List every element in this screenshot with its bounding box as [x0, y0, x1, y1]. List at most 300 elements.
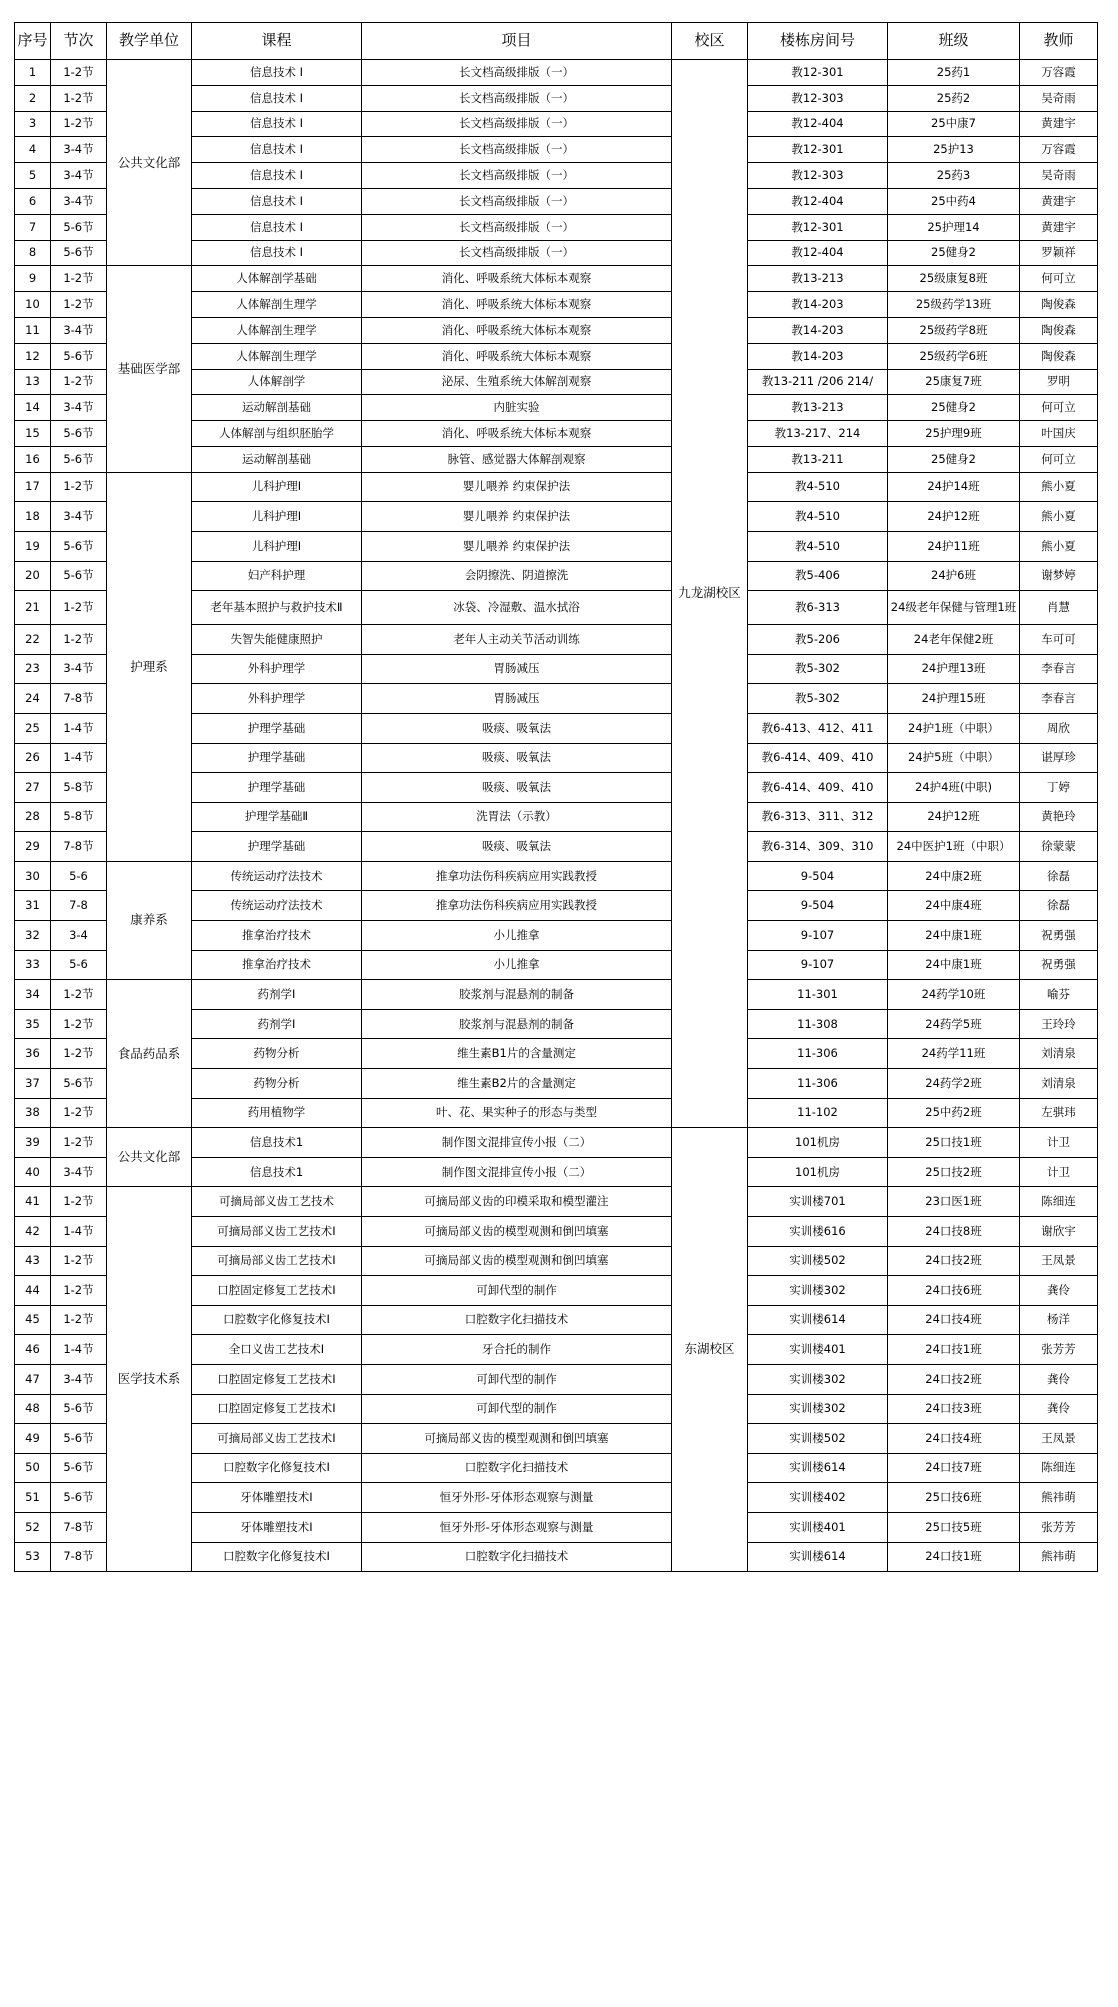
cell-seq: 23 [15, 654, 51, 684]
cell-seq: 51 [15, 1483, 51, 1513]
cell-room: 实训楼302 [748, 1276, 888, 1306]
cell-seq: 46 [15, 1335, 51, 1365]
cell-course: 儿科护理I [192, 531, 362, 561]
cell-project: 婴儿喂养 约束保护法 [362, 531, 672, 561]
cell-period: 3-4节 [51, 163, 107, 189]
cell-period: 5-6节 [51, 531, 107, 561]
cell-class: 24级老年保健与管理1班 [888, 591, 1020, 625]
cell-project: 长文档高级排版（一） [362, 137, 672, 163]
cell-project: 小儿推拿 [362, 950, 672, 980]
cell-seq: 4 [15, 137, 51, 163]
cell-project: 消化、呼吸系统大体标本观察 [362, 266, 672, 292]
cell-course: 口腔固定修复工艺技术I [192, 1276, 362, 1306]
cell-seq: 40 [15, 1157, 51, 1187]
cell-class: 25级药学8班 [888, 317, 1020, 343]
cell-room: 教12-301 [748, 137, 888, 163]
cell-period: 1-2节 [51, 1009, 107, 1039]
cell-seq: 19 [15, 531, 51, 561]
cell-class: 25级康复8班 [888, 266, 1020, 292]
cell-class: 24护理13班 [888, 654, 1020, 684]
cell-seq: 20 [15, 561, 51, 591]
cell-teacher: 陶俊森 [1020, 292, 1098, 318]
cell-teacher: 龚伶 [1020, 1364, 1098, 1394]
cell-teaching-unit: 公共文化部 [107, 60, 192, 266]
cell-seq: 27 [15, 773, 51, 803]
cell-room: 教6-414、409、410 [748, 773, 888, 803]
cell-course: 人体解剖学基础 [192, 266, 362, 292]
cell-room: 教6-313 [748, 591, 888, 625]
cell-course: 可摘局部义齿工艺技术I [192, 1246, 362, 1276]
cell-class: 24护5班（中职） [888, 743, 1020, 773]
cell-project: 长文档高级排版（一） [362, 163, 672, 189]
cell-class: 24口技4班 [888, 1424, 1020, 1454]
cell-seq: 36 [15, 1039, 51, 1069]
cell-period: 3-4节 [51, 654, 107, 684]
cell-campus: 东湖校区 [672, 1128, 748, 1572]
cell-seq: 37 [15, 1069, 51, 1099]
cell-room: 9-107 [748, 950, 888, 980]
cell-course: 外科护理学 [192, 654, 362, 684]
cell-class: 25级药学13班 [888, 292, 1020, 318]
cell-project: 消化、呼吸系统大体标本观察 [362, 317, 672, 343]
cell-course: 药物分析 [192, 1069, 362, 1099]
cell-course: 口腔固定修复工艺技术I [192, 1364, 362, 1394]
cell-course: 儿科护理I [192, 502, 362, 532]
cell-project: 婴儿喂养 约束保护法 [362, 472, 672, 502]
header-course: 课程 [192, 23, 362, 60]
cell-room: 实训楼701 [748, 1187, 888, 1217]
cell-room: 教14-203 [748, 292, 888, 318]
cell-project: 制作图文混排宣传小报（二） [362, 1157, 672, 1187]
header-class: 班级 [888, 23, 1020, 60]
cell-seq: 12 [15, 343, 51, 369]
cell-seq: 45 [15, 1305, 51, 1335]
cell-class: 24药学10班 [888, 980, 1020, 1010]
cell-seq: 28 [15, 802, 51, 832]
header-seq: 序号 [15, 23, 51, 60]
cell-period: 5-8节 [51, 773, 107, 803]
cell-room: 实训楼401 [748, 1512, 888, 1542]
cell-seq: 15 [15, 421, 51, 447]
cell-seq: 35 [15, 1009, 51, 1039]
table-row [15, 266, 1098, 292]
cell-teacher: 龚伶 [1020, 1276, 1098, 1306]
cell-room: 教4-510 [748, 472, 888, 502]
cell-teacher: 王玲玲 [1020, 1009, 1098, 1039]
cell-class: 25健身2 [888, 446, 1020, 472]
cell-teacher: 黄艳玲 [1020, 802, 1098, 832]
cell-room: 11-301 [748, 980, 888, 1010]
cell-period: 5-6节 [51, 561, 107, 591]
cell-class: 25健身2 [888, 240, 1020, 266]
cell-class: 25康复7班 [888, 369, 1020, 395]
cell-teacher: 李春言 [1020, 654, 1098, 684]
cell-room: 实训楼302 [748, 1394, 888, 1424]
cell-period: 3-4节 [51, 1157, 107, 1187]
cell-class: 24老年保健2班 [888, 625, 1020, 655]
cell-room: 11-306 [748, 1039, 888, 1069]
cell-seq: 50 [15, 1453, 51, 1483]
cell-teacher: 祝勇强 [1020, 950, 1098, 980]
cell-class: 24中康1班 [888, 921, 1020, 951]
cell-period: 3-4节 [51, 395, 107, 421]
cell-room: 9-504 [748, 861, 888, 891]
header-row [15, 23, 1098, 60]
cell-room: 教6-313、311、312 [748, 802, 888, 832]
cell-period: 1-2节 [51, 1305, 107, 1335]
cell-room: 101机房 [748, 1157, 888, 1187]
cell-seq: 34 [15, 980, 51, 1010]
cell-course: 信息技术 I [192, 60, 362, 86]
cell-course: 护理学基础Ⅱ [192, 802, 362, 832]
cell-period: 5-6节 [51, 1424, 107, 1454]
cell-course: 药剂学I [192, 1009, 362, 1039]
cell-period: 5-6节 [51, 1483, 107, 1513]
cell-seq: 33 [15, 950, 51, 980]
cell-class: 25中康7 [888, 111, 1020, 137]
cell-class: 25护理14 [888, 214, 1020, 240]
cell-period: 1-2节 [51, 60, 107, 86]
cell-room: 教6-413、412、411 [748, 713, 888, 743]
cell-period: 5-6 [51, 861, 107, 891]
header-campus: 校区 [672, 23, 748, 60]
cell-course: 护理学基础 [192, 713, 362, 743]
cell-class: 24药学11班 [888, 1039, 1020, 1069]
cell-seq: 30 [15, 861, 51, 891]
cell-teacher: 黄建宇 [1020, 214, 1098, 240]
cell-period: 1-4节 [51, 743, 107, 773]
cell-class: 24中医护1班（中职） [888, 832, 1020, 862]
cell-course: 外科护理学 [192, 684, 362, 714]
cell-project: 长文档高级排版（一） [362, 240, 672, 266]
cell-class: 24药学5班 [888, 1009, 1020, 1039]
cell-teacher: 何可立 [1020, 395, 1098, 421]
cell-room: 11-102 [748, 1098, 888, 1128]
cell-room: 教4-510 [748, 502, 888, 532]
cell-course: 信息技术1 [192, 1157, 362, 1187]
cell-course: 儿科护理I [192, 472, 362, 502]
cell-class: 24护12班 [888, 802, 1020, 832]
cell-seq: 47 [15, 1364, 51, 1394]
cell-teacher: 何可立 [1020, 446, 1098, 472]
cell-project: 会阴擦洗、阴道擦洗 [362, 561, 672, 591]
cell-teacher: 黄建宇 [1020, 188, 1098, 214]
cell-project: 胃肠减压 [362, 684, 672, 714]
cell-project: 可卸代型的制作 [362, 1364, 672, 1394]
cell-period: 3-4节 [51, 317, 107, 343]
cell-seq: 21 [15, 591, 51, 625]
cell-teacher: 周欣 [1020, 713, 1098, 743]
cell-room: 教12-301 [748, 60, 888, 86]
cell-course: 牙体雕塑技术I [192, 1512, 362, 1542]
cell-teacher: 徐蒙蒙 [1020, 832, 1098, 862]
cell-teacher: 喻芬 [1020, 980, 1098, 1010]
cell-room: 教12-303 [748, 85, 888, 111]
cell-class: 24护1班（中职） [888, 713, 1020, 743]
cell-seq: 13 [15, 369, 51, 395]
cell-seq: 3 [15, 111, 51, 137]
cell-teacher: 谢梦婷 [1020, 561, 1098, 591]
cell-room: 教13-211 [748, 446, 888, 472]
cell-seq: 17 [15, 472, 51, 502]
cell-room: 实训楼614 [748, 1542, 888, 1572]
cell-class: 25护理9班 [888, 421, 1020, 447]
cell-project: 恒牙外形-牙体形态观察与测量 [362, 1483, 672, 1513]
cell-class: 24口技2班 [888, 1364, 1020, 1394]
cell-period: 3-4节 [51, 1364, 107, 1394]
cell-room: 实训楼401 [748, 1335, 888, 1365]
cell-course: 口腔数字化修复技术I [192, 1305, 362, 1335]
cell-room: 教5-206 [748, 625, 888, 655]
cell-teacher: 谌厚珍 [1020, 743, 1098, 773]
cell-project: 内脏实验 [362, 395, 672, 421]
cell-room: 教13-213 [748, 395, 888, 421]
cell-course: 妇产科护理 [192, 561, 362, 591]
cell-period: 5-6节 [51, 421, 107, 447]
cell-period: 5-6节 [51, 1453, 107, 1483]
cell-seq: 24 [15, 684, 51, 714]
cell-period: 1-4节 [51, 1217, 107, 1247]
table-row [15, 472, 1098, 502]
cell-period: 5-6节 [51, 240, 107, 266]
cell-course: 人体解剖学 [192, 369, 362, 395]
cell-project: 维生素B2片的含量测定 [362, 1069, 672, 1099]
cell-room: 11-308 [748, 1009, 888, 1039]
cell-room: 实训楼302 [748, 1364, 888, 1394]
cell-teacher: 张芳芳 [1020, 1512, 1098, 1542]
cell-course: 信息技术 I [192, 111, 362, 137]
cell-project: 长文档高级排版（一） [362, 60, 672, 86]
cell-course: 信息技术 I [192, 214, 362, 240]
cell-teaching-unit: 医学技术系 [107, 1187, 192, 1572]
cell-seq: 9 [15, 266, 51, 292]
cell-class: 25药2 [888, 85, 1020, 111]
cell-class: 24护14班 [888, 472, 1020, 502]
cell-teacher: 罗明 [1020, 369, 1098, 395]
cell-class: 25口技1班 [888, 1128, 1020, 1158]
cell-period: 1-2节 [51, 1128, 107, 1158]
cell-teacher: 陈细连 [1020, 1187, 1098, 1217]
cell-period: 5-6 [51, 950, 107, 980]
cell-class: 25口技2班 [888, 1157, 1020, 1187]
cell-room: 实训楼614 [748, 1453, 888, 1483]
cell-course: 推拿治疗技术 [192, 921, 362, 951]
table-body [15, 60, 1098, 1572]
cell-seq: 11 [15, 317, 51, 343]
cell-room: 教12-404 [748, 240, 888, 266]
cell-class: 24护4班(中职) [888, 773, 1020, 803]
cell-period: 3-4 [51, 921, 107, 951]
cell-teacher: 徐磊 [1020, 891, 1098, 921]
cell-teaching-unit: 护理系 [107, 472, 192, 861]
cell-teacher: 左骐玮 [1020, 1098, 1098, 1128]
cell-course: 药剂学I [192, 980, 362, 1010]
cell-room: 101机房 [748, 1128, 888, 1158]
cell-project: 制作图文混排宣传小报（二） [362, 1128, 672, 1158]
cell-project: 冰袋、冷湿敷、温水拭浴 [362, 591, 672, 625]
cell-room: 实训楼402 [748, 1483, 888, 1513]
cell-course: 人体解剖与组织胚胎学 [192, 421, 362, 447]
table-row [15, 1187, 1098, 1217]
cell-class: 24口技1班 [888, 1335, 1020, 1365]
cell-project: 可卸代型的制作 [362, 1276, 672, 1306]
cell-teaching-unit: 食品药品系 [107, 980, 192, 1128]
cell-course: 牙体雕塑技术I [192, 1483, 362, 1513]
cell-project: 口腔数字化扫描技术 [362, 1542, 672, 1572]
cell-room: 实训楼614 [748, 1305, 888, 1335]
cell-period: 1-2节 [51, 369, 107, 395]
cell-course: 全口义齿工艺技术I [192, 1335, 362, 1365]
cell-seq: 31 [15, 891, 51, 921]
cell-period: 1-2节 [51, 1039, 107, 1069]
cell-period: 1-4节 [51, 713, 107, 743]
cell-seq: 16 [15, 446, 51, 472]
cell-course: 药物分析 [192, 1039, 362, 1069]
cell-class: 24护11班 [888, 531, 1020, 561]
cell-course: 信息技术 I [192, 137, 362, 163]
cell-project: 婴儿喂养 约束保护法 [362, 502, 672, 532]
cell-seq: 39 [15, 1128, 51, 1158]
cell-class: 24药学2班 [888, 1069, 1020, 1099]
cell-seq: 14 [15, 395, 51, 421]
cell-room: 11-306 [748, 1069, 888, 1099]
cell-room: 实训楼502 [748, 1246, 888, 1276]
cell-seq: 48 [15, 1394, 51, 1424]
header-project: 项目 [362, 23, 672, 60]
cell-room: 教14-203 [748, 317, 888, 343]
cell-teacher: 熊祎萌 [1020, 1483, 1098, 1513]
cell-period: 3-4节 [51, 188, 107, 214]
cell-teacher: 杨洋 [1020, 1305, 1098, 1335]
cell-course: 运动解剖基础 [192, 395, 362, 421]
cell-teacher: 刘清泉 [1020, 1069, 1098, 1099]
cell-project: 牙合托的制作 [362, 1335, 672, 1365]
cell-room: 教4-510 [748, 531, 888, 561]
cell-course: 口腔数字化修复技术I [192, 1453, 362, 1483]
cell-teacher: 熊小夏 [1020, 531, 1098, 561]
cell-teacher: 李春言 [1020, 684, 1098, 714]
cell-room: 9-504 [748, 891, 888, 921]
cell-project: 口腔数字化扫描技术 [362, 1305, 672, 1335]
cell-teacher: 熊小夏 [1020, 502, 1098, 532]
cell-teacher: 熊小夏 [1020, 472, 1098, 502]
cell-project: 长文档高级排版（一） [362, 85, 672, 111]
cell-course: 信息技术 I [192, 240, 362, 266]
cell-course: 人体解剖生理学 [192, 292, 362, 318]
cell-period: 1-2节 [51, 292, 107, 318]
cell-seq: 41 [15, 1187, 51, 1217]
cell-teacher: 计卫 [1020, 1157, 1098, 1187]
cell-class: 24口技3班 [888, 1394, 1020, 1424]
cell-room: 教12-301 [748, 214, 888, 240]
cell-teacher: 计卫 [1020, 1128, 1098, 1158]
cell-campus: 九龙湖校区 [672, 60, 748, 1128]
cell-class: 24护12班 [888, 502, 1020, 532]
cell-course: 传统运动疗法技术 [192, 861, 362, 891]
cell-teacher: 叶国庆 [1020, 421, 1098, 447]
cell-seq: 2 [15, 85, 51, 111]
cell-period: 1-2节 [51, 591, 107, 625]
cell-teacher: 熊祎萌 [1020, 1542, 1098, 1572]
cell-project: 长文档高级排版（一） [362, 214, 672, 240]
cell-class: 24口技1班 [888, 1542, 1020, 1572]
cell-class: 25药1 [888, 60, 1020, 86]
cell-course: 护理学基础 [192, 773, 362, 803]
cell-seq: 53 [15, 1542, 51, 1572]
cell-period: 1-2节 [51, 1098, 107, 1128]
cell-course: 老年基本照护与救护技术Ⅱ [192, 591, 362, 625]
cell-class: 25健身2 [888, 395, 1020, 421]
cell-teacher: 龚伶 [1020, 1394, 1098, 1424]
cell-period: 7-8 [51, 891, 107, 921]
cell-room: 实训楼502 [748, 1424, 888, 1454]
cell-seq: 22 [15, 625, 51, 655]
cell-class: 25级药学6班 [888, 343, 1020, 369]
cell-period: 7-8节 [51, 1542, 107, 1572]
table-row [15, 1128, 1098, 1158]
cell-seq: 52 [15, 1512, 51, 1542]
cell-project: 脉管、感觉器大体解剖观察 [362, 446, 672, 472]
cell-project: 胶浆剂与混悬剂的制备 [362, 980, 672, 1010]
cell-class: 25口技6班 [888, 1483, 1020, 1513]
cell-period: 5-6节 [51, 343, 107, 369]
cell-room: 教6-414、409、410 [748, 743, 888, 773]
cell-period: 7-8节 [51, 684, 107, 714]
cell-class: 25口技5班 [888, 1512, 1020, 1542]
lab-schedule-table [14, 22, 1098, 1572]
cell-project: 口腔数字化扫描技术 [362, 1453, 672, 1483]
cell-project: 可摘局部义齿的模型观测和倒凹填塞 [362, 1424, 672, 1454]
cell-course: 药用植物学 [192, 1098, 362, 1128]
cell-class: 23口医1班 [888, 1187, 1020, 1217]
cell-class: 25护13 [888, 137, 1020, 163]
cell-room: 教6-314、309、310 [748, 832, 888, 862]
cell-period: 5-6节 [51, 446, 107, 472]
cell-class: 24中康4班 [888, 891, 1020, 921]
cell-seq: 32 [15, 921, 51, 951]
cell-course: 可摘局部义齿工艺技术I [192, 1217, 362, 1247]
cell-project: 长文档高级排版（一） [362, 188, 672, 214]
cell-teacher: 陶俊森 [1020, 317, 1098, 343]
cell-period: 1-2节 [51, 85, 107, 111]
cell-teacher: 吴奇雨 [1020, 163, 1098, 189]
cell-period: 1-2节 [51, 266, 107, 292]
cell-seq: 26 [15, 743, 51, 773]
cell-project: 胶浆剂与混悬剂的制备 [362, 1009, 672, 1039]
cell-room: 教5-302 [748, 684, 888, 714]
cell-project: 洗胃法（示教） [362, 802, 672, 832]
cell-teacher: 万容霞 [1020, 60, 1098, 86]
cell-class: 24护6班 [888, 561, 1020, 591]
cell-course: 失智失能健康照护 [192, 625, 362, 655]
cell-course: 可摘局部义齿工艺技术 [192, 1187, 362, 1217]
cell-project: 吸痰、吸氧法 [362, 743, 672, 773]
cell-teacher: 罗颖祥 [1020, 240, 1098, 266]
cell-seq: 7 [15, 214, 51, 240]
cell-project: 消化、呼吸系统大体标本观察 [362, 292, 672, 318]
cell-period: 5-8节 [51, 802, 107, 832]
cell-class: 24护理15班 [888, 684, 1020, 714]
cell-room: 教14-203 [748, 343, 888, 369]
cell-period: 3-4节 [51, 502, 107, 532]
cell-period: 1-2节 [51, 1276, 107, 1306]
cell-course: 信息技术1 [192, 1128, 362, 1158]
table-row [15, 861, 1098, 891]
cell-period: 1-2节 [51, 1246, 107, 1276]
cell-teacher: 王凤景 [1020, 1246, 1098, 1276]
cell-room: 实训楼616 [748, 1217, 888, 1247]
cell-seq: 49 [15, 1424, 51, 1454]
